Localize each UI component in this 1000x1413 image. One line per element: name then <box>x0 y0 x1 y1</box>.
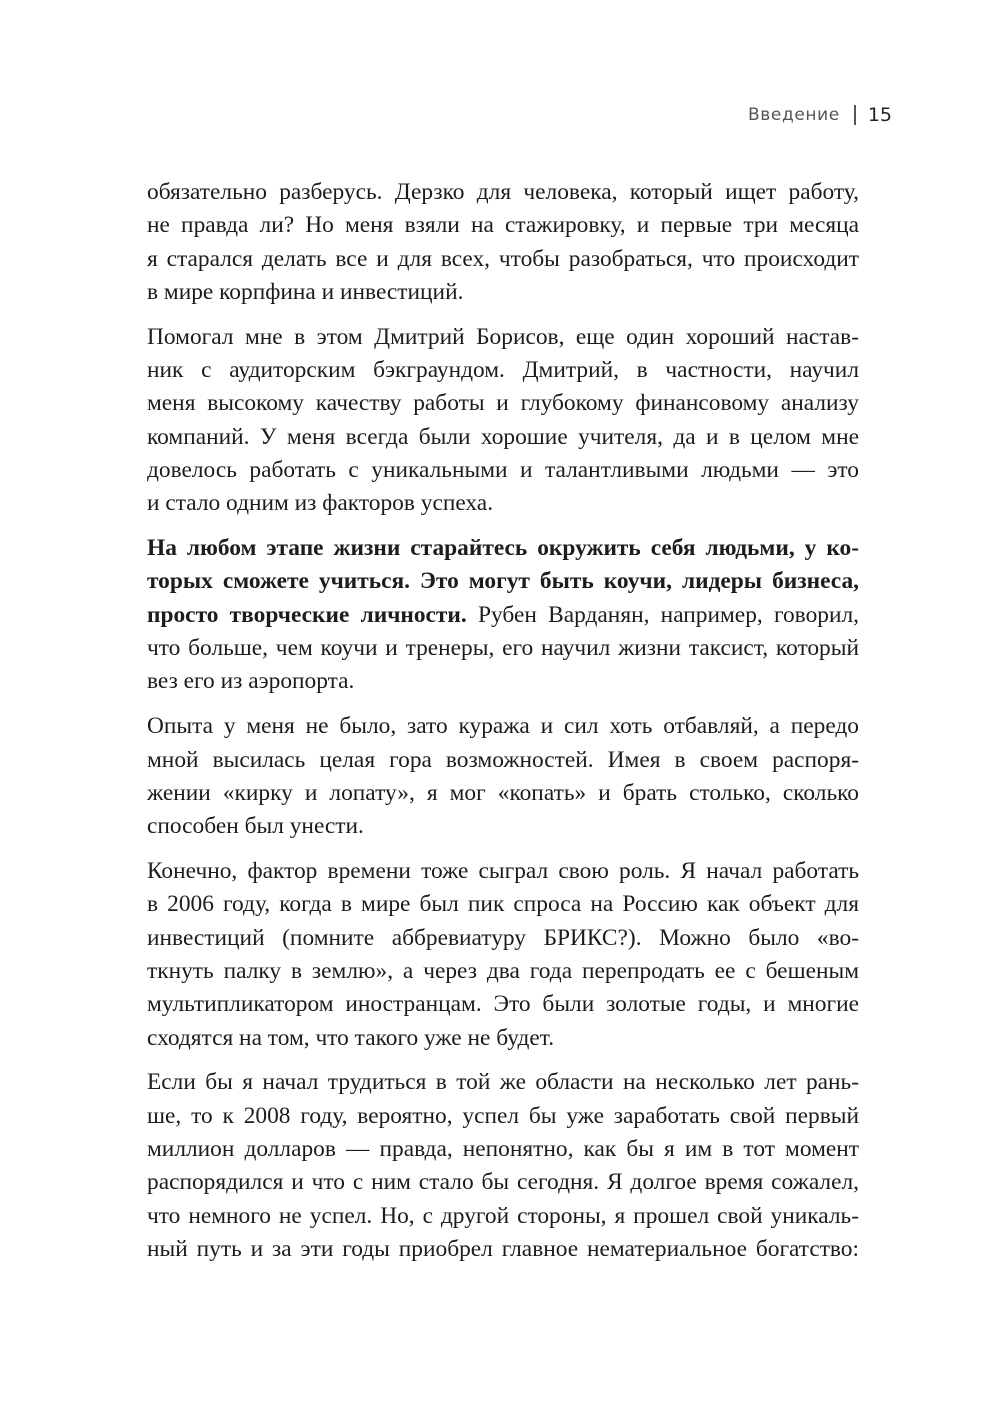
text-run: я старался делать все и для всех, чтобы разобраться, что происходит <box>147 245 859 272</box>
text-run: ткнуть палку в землю», а через два года перепродать ее с бешеным <box>147 957 859 984</box>
text-run: распорядился и что с ним стало бы сегодня. Я долгое время сожалел, <box>147 1169 859 1196</box>
text-line <box>147 243 859 276</box>
paragraph <box>147 710 859 843</box>
text-line <box>147 710 859 743</box>
text-run: компаний. У меня всегда были хорошие учителя, да и в целом мне <box>147 423 859 450</box>
text-line <box>147 1022 859 1055</box>
text-line <box>147 1200 859 1233</box>
text-run: инвестиций (помните аббревиатуру БРИКС?). Можно было «во- <box>147 924 859 951</box>
text-line <box>147 744 859 777</box>
text-line <box>147 1100 859 1133</box>
text-run: в 2006 году, когда в мире был пик спроса на Россию как объект для <box>147 891 859 918</box>
text-run: ник с аудиторским бэкграундом. Дмитрий, в частности, научил <box>147 357 859 384</box>
text-line <box>147 810 859 843</box>
text-line <box>147 888 859 921</box>
text-run: обязательно разберусь. Дерзко для человека, который ищет работу, <box>147 179 859 205</box>
text-run: меня высокому качеству работы и глубокому финансовому анализу <box>147 390 859 417</box>
header-separator <box>854 105 856 125</box>
text-line <box>147 421 859 454</box>
text-line <box>147 1166 859 1199</box>
bold-text: торых сможете учиться. Это могут быть коучи, лидеры бизнеса, <box>147 568 859 595</box>
text-line <box>147 176 859 209</box>
text-line <box>147 599 859 632</box>
text-run: ше, то к 2008 году, вероятно, успел бы уже заработать свой первый <box>147 1102 859 1129</box>
text-run: Конечно, фактор времени тоже сыграл свою роль. Я начал работать <box>147 858 859 885</box>
text-line <box>147 988 859 1021</box>
text-run: миллион долларов — правда, непонятно, как бы я им в тот момент <box>147 1135 859 1162</box>
text-run: что немного не успел. Но, с другой стороны, я прошел свой уникаль- <box>147 1202 859 1229</box>
text-line <box>147 1133 859 1166</box>
paragraph <box>147 1066 859 1266</box>
text-run: довелось работать с уникальными и талантливыми людьми — это <box>147 456 859 483</box>
text-line <box>147 955 859 988</box>
text-line <box>147 922 859 955</box>
text-line <box>147 777 859 810</box>
running-header <box>748 104 892 126</box>
bold-text: просто творческие личности. <box>147 601 467 628</box>
text-run: Опыта у меня не было, зато куража и сил хоть отбавляй, а передо <box>147 713 859 740</box>
text-line <box>147 665 859 698</box>
text-line <box>147 487 859 520</box>
text-run: что больше, чем коучи и тренеры, его научил жизни таксист, который <box>147 635 859 662</box>
text-line <box>147 276 859 309</box>
text-run: не правда ли? Но меня взяли на стажировку, и первые три месяца <box>147 212 859 239</box>
text-line <box>147 454 859 487</box>
text-run: сходятся на том, что такого уже не будет. <box>147 1024 555 1051</box>
text-line <box>147 1066 859 1099</box>
text-line <box>147 209 859 242</box>
paragraph <box>147 321 859 521</box>
chapter-title: Введение <box>748 105 840 125</box>
paragraph <box>147 855 859 1055</box>
text-line <box>147 321 859 354</box>
text-line <box>147 855 859 888</box>
text-run: Если бы я начал трудиться в той же области на несколько лет рань- <box>147 1069 859 1096</box>
page-number: 15 <box>867 104 892 126</box>
text-run: мной высилась целая гора возможностей. Имея в своем распоря- <box>147 746 859 773</box>
paragraph <box>147 532 859 698</box>
text-run: вез его из аэропорта. <box>147 668 355 695</box>
text-run: Рубен Варданян, например, говорил, <box>466 601 859 628</box>
text-run: ный путь и за эти годы приобрел главное нематериальное богатство: <box>147 1235 859 1262</box>
text-line <box>147 565 859 598</box>
body-text <box>147 176 859 1266</box>
text-run: способен был унести. <box>147 813 364 840</box>
text-line <box>147 354 859 387</box>
text-run: мультипликатором иностранцам. Это были золотые годы, и многие <box>147 991 859 1018</box>
text-run: и стало одним из факторов успеха. <box>147 490 494 517</box>
text-run: жении «кирку и лопату», я мог «копать» и брать столько, сколько <box>147 779 859 806</box>
text-line <box>147 1233 859 1266</box>
text-line <box>147 387 859 420</box>
text-run: Помогал мне в этом Дмитрий Борисов, еще один хороший настав- <box>147 323 859 350</box>
paragraph <box>147 176 859 309</box>
text-line <box>147 632 859 665</box>
text-run: в мире корпфина и инвестиций. <box>147 278 464 305</box>
bold-text: На любом этапе жизни старайтесь окружить себя людьми, у ко- <box>147 535 859 562</box>
text-line <box>147 532 859 565</box>
